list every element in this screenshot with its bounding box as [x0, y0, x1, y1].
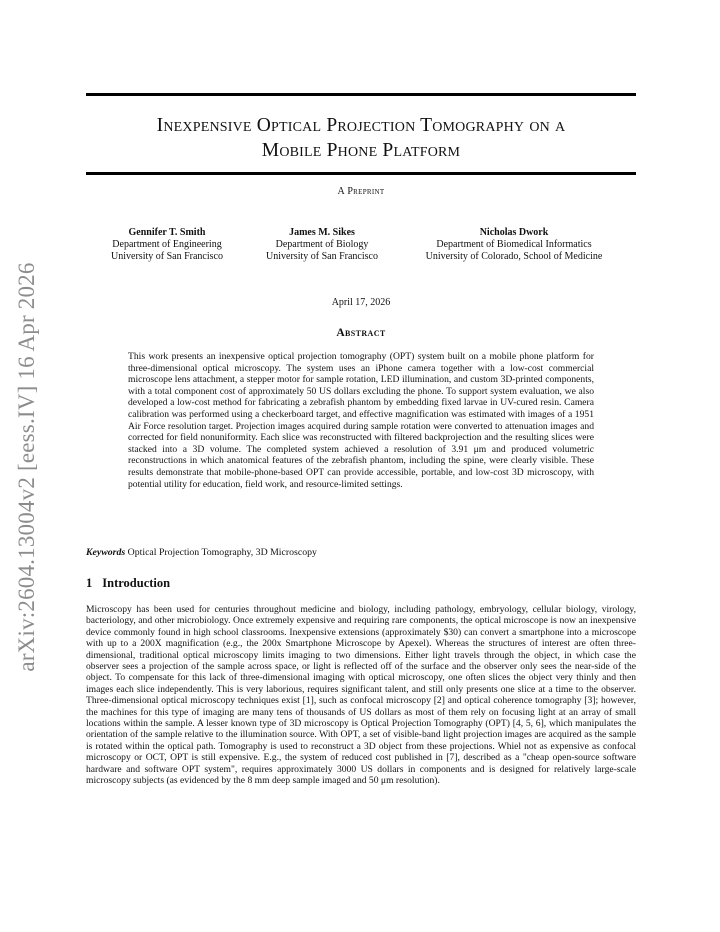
author-affiliation: University of Colorado, School of Medicine	[425, 251, 603, 262]
author-name: Gennifer T. Smith	[128, 227, 206, 238]
keywords-value: Optical Projection Tomography, 3D Microscopy	[127, 547, 317, 558]
section-number: 1	[86, 576, 93, 590]
section-title: Introduction	[102, 576, 171, 590]
abstract-text: This work presents an inexpensive optical projection tomography (OPT) system built on a mobile phone platform for three-dimensional optical microscopy. The system uses an iPhone camera together with a low-cost commercial microscope lens attachment, a stepper motor for sample rotation, LED illumination, and custom 3D-printed components, with a total component cost of approximately 50 US dollars excluding the phone. To support system evaluation, we also developed a low-cost method for fabricating a zebrafish phantom by embedding fixed larvae in UV-cured resin. Camera calibration was performed using a checkerboard target, and effective magnification was estimated with images of a 1951 Air Force resolution target. Projection images acquired during sample rotation were converted to attenuation images and corrected for field nonuniformity. Each slice was reconstructed with filtered backprojection and the resulting slices were stacked into a 3D volume. The completed system achieved a resolution of 3.91 μm and produced volumetric reconstructions in which anatomical features of the zebrafish phantom, including the spine, were clearly visible. These results demonstrate that mobile-phone-based OPT can provide accessible, portable, and low-cost 3D microscopy, with potential utility for education, field work, and resource-limited settings.	[128, 351, 594, 490]
author-department: Department of Biomedical Informatics	[436, 239, 592, 250]
keywords-line	[86, 547, 636, 558]
abstract-heading: Abstract	[336, 327, 386, 339]
title-bottom-rule	[86, 172, 636, 175]
author-name: Nicholas Dwork	[479, 227, 549, 238]
paper-title	[86, 113, 636, 163]
preprint-label: A Preprint	[337, 186, 385, 197]
author-dwork	[407, 227, 621, 263]
paper-title-line-1: Inexpensive Optical Projection Tomography on a	[156, 115, 566, 136]
author-name: James M. Sikes	[289, 227, 355, 238]
author-sikes	[252, 227, 392, 263]
author-affiliation: University of San Francisco	[266, 251, 378, 262]
section-heading-introduction	[86, 576, 170, 591]
arxiv-identifier-stamp	[14, 252, 40, 682]
author-affiliation: University of San Francisco	[111, 251, 223, 262]
publication-date: April 17, 2026	[331, 297, 391, 308]
author-smith	[99, 227, 235, 263]
arxiv-identifier-text: arXiv:2604.13004v2 [eess.IV] 16 Apr 2026	[14, 262, 39, 672]
title-top-rule	[86, 93, 636, 96]
introduction-paragraph: Microscopy has been used for centuries throughout medicine and biology, including pathology, embryology, cellular biology, virology, bacteriology, and other microbiology. Once extremely expensive and requiring rare components, the optical microscope is now an inexpensive device commonly found in high school classrooms. Inexpensive extensions (approximately $30) can convert a smartphone into a microscope with up to a 200X magnification (e.g., the 200x Smartphone Microscope by Apexel). Whereas the structures of interest are often three-dimensional, traditional optical microscopy limits imaging to two dimensions. Either light travels through the object, in which case the observer sees a projection of the sample across space, or light is reflected off of the surface and the observer only sees the near-side of the object. To compensate for this lack of three-dimensional imaging with optical microscopy, one often slices the object very thinly and then images each slice independently. This is very laborious, requires significant talent, and still only presents one slice at a time to the observer. Three-dimensional optical microscopy techniques exist [1], such as confocal microscopy [2] and optical coherence tomography [3]; however, the machines for this type of imaging are many tens of thousands of US dollars as most of them rely on focusing light at an array of small locations within the sample. A lesser known type of 3D microscopy is Optical Projection Tomography (OPT) [4, 5, 6], which manipulates the orientation of the sample relative to the illumination source. With OPT, a set of visible-band light projection images are acquired as the sample is rotated within the optical path. Tomography is used to reconstruct a 3D object from these projections. Whiel not as expensive as confocal microscopy or OCT, OPT is still expensive. E.g., the system of reduced cost published in [7], described as a "cheap open-source software hardware and software OPT system", requires approximately 3000 US dollars in components and is designed for relatively large-scale microscopy subjects (as evidenced by the 8 mm deep sample imaged and 50 μm resolution).	[86, 604, 636, 787]
author-department: Department of Biology	[275, 239, 369, 250]
keywords-label: Keywords	[86, 547, 126, 558]
paper-title-line-2: Mobile Phone Platform	[261, 140, 461, 161]
author-department: Department of Engineering	[112, 239, 222, 250]
